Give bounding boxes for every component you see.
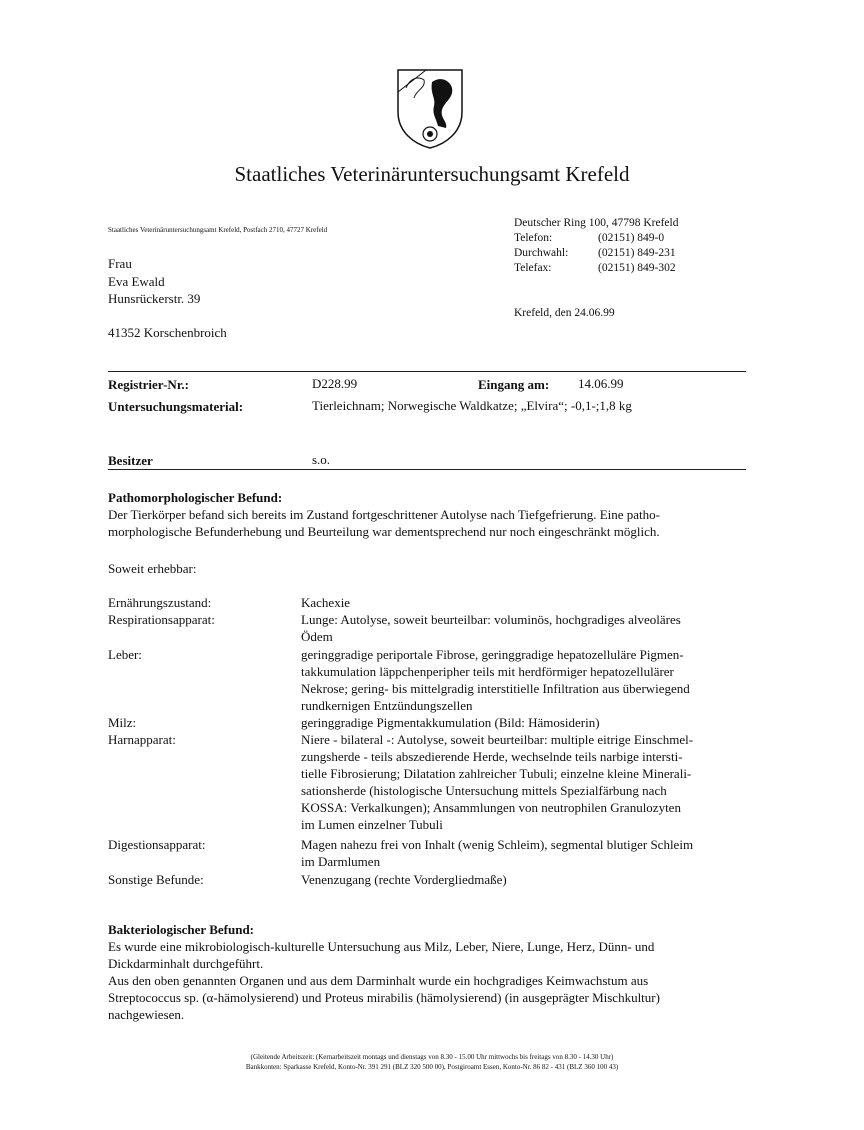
sender-line: Staatliches Veterinäruntersuchungsamt Krefeld, Postfach 2710, 47727 Krefeld [108,226,328,234]
registrier-label: Registrier-Nr.: [108,377,189,392]
finding-line: Nekrose; gering- bis mittelgradig interstitielle Infiltration aus überwiegend [301,681,690,696]
finding-value [301,871,758,888]
durchwahl-value: (02151) 849-231 [598,247,676,259]
contact-durchwahl [514,247,676,259]
divider [108,371,746,372]
patho-intro-line: morphologische Befunderhebung und Beurteilung war dementsprechend nur noch eingeschränkt möglich. [108,524,660,539]
finding-line: im Darmlumen [301,854,381,869]
finding-line: tielle Fibrosierung; Dilatation zahlreicher Tubuli; einzelne kleine Minerali- [301,766,692,781]
finding-line: takkumulation läppchenperipher teils mit herdförmiger hepatozellulärer [301,664,674,679]
finding-line: rundkernigen Entzündungszellen [301,698,473,713]
recipient-city: 41352 Korschenbroich [108,325,227,340]
registrier-value: D228.99 [312,376,358,391]
contact-telefon [514,232,664,244]
date-line: Krefeld, den 24.06.99 [514,307,615,319]
finding-value [301,611,758,645]
finding-line: zungsherde - teils abszedierende Herde, wechselnde teils narbige intersti- [301,749,683,764]
finding-label: Harnapparat: [108,732,176,747]
telefax-label: Telefax: [514,262,552,274]
patho-heading: Pathomorphologischer Befund: [108,490,283,505]
finding-line: Lunge: Autolyse, soweit beurteilbar: voluminös, hochgradiges alveoläres [301,612,681,627]
contact-telefax [514,262,676,274]
recipient-street: Hunsrückerstr. 39 [108,291,201,306]
finding-line: Kachexie [301,595,351,610]
recipient-name: Eva Ewald [108,274,165,289]
finding-line: im Lumen einzelner Tubuli [301,817,443,832]
telefon-label: Telefon: [514,232,553,244]
bakterio-line: nachgewiesen. [108,1007,185,1022]
finding-label: Milz: [108,715,137,730]
eingang-value: 14.06.99 [578,376,624,391]
soweit-label: Soweit erhebbar: [108,561,197,576]
coat-of-arms-icon [396,68,464,150]
finding-value [301,594,758,611]
durchwahl-label: Durchwahl: [514,247,569,259]
contact-address: Deutscher Ring 100, 47798 Krefeld [514,217,679,229]
finding-line: Ödem [301,629,333,644]
material-value: Tierleichnam; Norwegische Waldkatze; „Elvira“; -0,1-;1,8 kg [312,398,632,413]
finding-value [301,646,758,714]
finding-label: Ernährungszustand: [108,595,212,610]
finding-label: Respirationsapparat: [108,612,215,627]
finding-value [301,836,758,870]
finding-value [301,714,758,731]
telefon-value: (02151) 849-0 [598,232,665,244]
recipient-salutation: Frau [108,256,132,271]
finding-line: geringgradige Pigmentakkumulation (Bild: Hämosiderin) [301,715,600,730]
finding-line: geringgradige periportale Fibrose, geringgradige hepatozelluläre Pigmen- [301,647,684,662]
finding-label: Digestionsapparat: [108,837,206,852]
bakterio-line: Aus den oben genannten Organen und aus dem Darminhalt wurde ein hochgradiges Keimwachstum aus [108,973,649,988]
finding-value [301,731,758,833]
patho-intro-line: Der Tierkörper befand sich bereits im Zustand fortgeschrittener Autolyse nach Tiefgefrierung. Eine patho- [108,507,660,522]
besitzer-label: Besitzer [108,453,153,468]
finding-line: sationsherde (histologische Untersuchung mittels Spezialfärbung nach [301,783,667,798]
finding-line: Magen nahezu frei von Inhalt (wenig Schleim), segmental blutiger Schleim [301,837,694,852]
finding-line: Niere - bilateral -: Autolyse, soweit beurteilbar: multiple eitrige Einschmel- [301,732,694,747]
finding-label: Sonstige Befunde: [108,872,204,887]
bakterio-line: Es wurde eine mikrobiologisch-kulturelle Untersuchung aus Milz, Leber, Niere, Lunge, Herz, Dünn- und [108,939,655,954]
finding-line: KOSSA: Verkalkungen); Ansammlungen von neutrophilen Granulozyten [301,800,681,815]
finding-line: Venenzugang (rechte Vordergliedmaße) [301,872,507,887]
telefax-value: (02151) 849-302 [598,262,676,274]
material-label: Untersuchungsmaterial: [108,399,244,414]
page-title: Staatliches Veterinäruntersuchungsamt Krefeld [234,162,630,186]
finding-label: Leber: [108,647,142,662]
besitzer-value: s.o. [312,452,331,467]
divider [108,469,746,470]
eingang-label: Eingang am: [478,377,550,392]
bakterio-line: Dickdarminhalt durchgeführt. [108,956,264,971]
footer-bank: Bankkonten: Sparkasse Krefeld, Konto-Nr. 391 291 (BLZ 320 500 00), Postgiroamt Essen, Konto-Nr. 86 82 - 431 (BLZ 360 100 43) [245,1063,619,1071]
footer-hours: (Gleitende Arbeitszeit: (Kernarbeitszeit montags und dienstags von 8.30 - 15.00 Uhr mittwochs bis freitags von 8.30 - 14.30 Uhr) [250,1053,614,1061]
bakterio-line: Streptococcus sp. (α-hämolysierend) und Proteus mirabilis (hämolysierend) (in ausgeprägter Mischkultur) [108,990,660,1005]
bakterio-heading: Bakteriologischer Befund: [108,922,255,937]
